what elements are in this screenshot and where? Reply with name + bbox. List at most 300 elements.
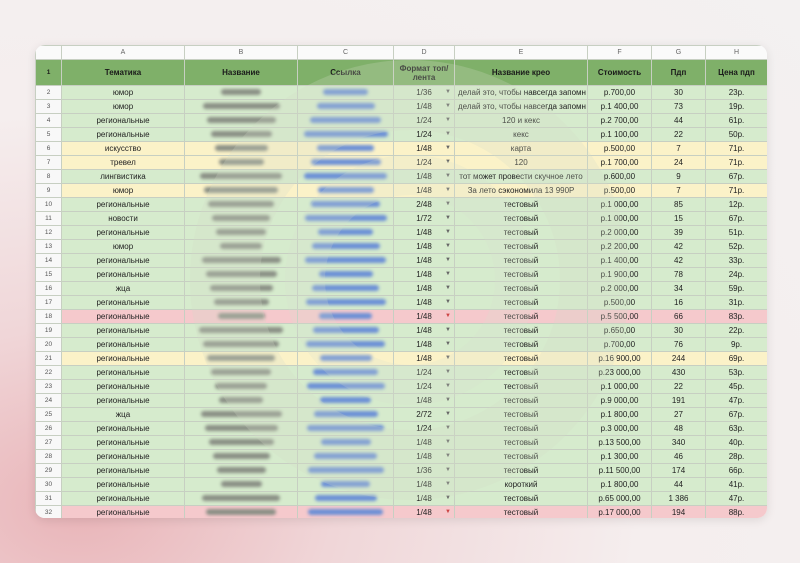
subs-cell[interactable]: 15 <box>652 212 706 226</box>
chevron-down-icon[interactable]: ▼ <box>445 117 451 123</box>
row-number[interactable]: 20 <box>36 338 62 352</box>
name-cell-redacted[interactable] <box>185 506 298 519</box>
format-dropdown-cell[interactable] <box>394 394 455 408</box>
name-cell-redacted[interactable] <box>185 478 298 492</box>
cost-cell[interactable]: р.9 000,00 <box>588 394 652 408</box>
name-cell-redacted[interactable] <box>185 296 298 310</box>
link-cell-redacted[interactable] <box>298 436 394 450</box>
cost-cell[interactable]: р.1 700,00 <box>588 156 652 170</box>
subs-cell[interactable]: 27 <box>652 408 706 422</box>
name-cell-redacted[interactable] <box>185 226 298 240</box>
subs-cell[interactable]: 44 <box>652 114 706 128</box>
name-cell-redacted[interactable] <box>185 422 298 436</box>
format-dropdown-cell[interactable] <box>394 436 455 450</box>
cost-cell[interactable]: р.2 700,00 <box>588 114 652 128</box>
topic-cell[interactable]: региональные <box>62 226 185 240</box>
format-dropdown-cell[interactable] <box>394 240 455 254</box>
subs-cell[interactable]: 76 <box>652 338 706 352</box>
name-cell-redacted[interactable] <box>185 100 298 114</box>
subs-cell[interactable]: 85 <box>652 198 706 212</box>
price-per-sub-cell[interactable]: 83р. <box>706 310 768 324</box>
link-cell-redacted[interactable] <box>298 492 394 506</box>
row-number[interactable]: 10 <box>36 198 62 212</box>
chevron-down-icon[interactable]: ▼ <box>445 327 451 333</box>
subs-cell[interactable]: 73 <box>652 100 706 114</box>
header-name[interactable]: Название <box>185 60 298 86</box>
link-cell-redacted[interactable] <box>298 450 394 464</box>
chevron-down-icon[interactable]: ▼ <box>445 369 451 375</box>
link-cell-redacted[interactable] <box>298 422 394 436</box>
chevron-down-icon[interactable]: ▼ <box>445 495 451 501</box>
name-cell-redacted[interactable] <box>185 408 298 422</box>
format-dropdown-cell[interactable] <box>394 282 455 296</box>
cost-cell[interactable]: р.500,00 <box>588 184 652 198</box>
name-cell-redacted[interactable] <box>185 170 298 184</box>
link-cell-redacted[interactable] <box>298 142 394 156</box>
cost-cell[interactable]: р.3 000,00 <box>588 422 652 436</box>
row-number[interactable]: 3 <box>36 100 62 114</box>
chevron-down-icon[interactable]: ▼ <box>445 159 451 165</box>
cost-cell[interactable]: р.5 500,00 <box>588 310 652 324</box>
creative-cell[interactable]: За лето сэкономила 13 990Р <box>455 184 588 198</box>
creative-cell[interactable]: тестовый <box>455 380 588 394</box>
creative-cell[interactable]: тестовый <box>455 282 588 296</box>
subs-cell[interactable]: 34 <box>652 282 706 296</box>
price-per-sub-cell[interactable]: 71р. <box>706 184 768 198</box>
price-per-sub-cell[interactable]: 67р. <box>706 170 768 184</box>
topic-cell[interactable]: региональные <box>62 352 185 366</box>
format-dropdown-cell[interactable] <box>394 100 455 114</box>
price-per-sub-cell[interactable]: 9р. <box>706 338 768 352</box>
creative-cell[interactable]: тестовый <box>455 352 588 366</box>
header-cost[interactable]: Стоимость <box>588 60 652 86</box>
creative-cell[interactable]: делай это, чтобы навсегда запомн <box>455 100 588 114</box>
price-per-sub-cell[interactable]: 71р. <box>706 156 768 170</box>
chevron-down-icon[interactable]: ▼ <box>445 453 451 459</box>
chevron-down-icon[interactable]: ▼ <box>445 383 451 389</box>
format-dropdown-cell[interactable] <box>394 506 455 519</box>
row-number[interactable]: 22 <box>36 366 62 380</box>
subs-cell[interactable]: 42 <box>652 254 706 268</box>
price-per-sub-cell[interactable]: 52р. <box>706 240 768 254</box>
link-cell-redacted[interactable] <box>298 170 394 184</box>
format-dropdown-cell[interactable] <box>394 212 455 226</box>
topic-cell[interactable]: региональные <box>62 436 185 450</box>
name-cell-redacted[interactable] <box>185 254 298 268</box>
select-all-corner[interactable] <box>36 46 62 60</box>
cost-cell[interactable]: р.11 500,00 <box>588 464 652 478</box>
subs-cell[interactable]: 174 <box>652 464 706 478</box>
price-per-sub-cell[interactable]: 67р. <box>706 212 768 226</box>
cost-cell[interactable]: р.1 800,00 <box>588 478 652 492</box>
chevron-down-icon[interactable]: ▼ <box>445 89 451 95</box>
format-dropdown-cell[interactable] <box>394 170 455 184</box>
row-number[interactable]: 15 <box>36 268 62 282</box>
chevron-down-icon[interactable]: ▼ <box>445 299 451 305</box>
link-cell-redacted[interactable] <box>298 100 394 114</box>
topic-cell[interactable]: жца <box>62 282 185 296</box>
subs-cell[interactable]: 44 <box>652 478 706 492</box>
format-dropdown-cell[interactable] <box>394 450 455 464</box>
link-cell-redacted[interactable] <box>298 226 394 240</box>
chevron-down-icon[interactable]: ▼ <box>445 313 451 319</box>
row-number[interactable]: 24 <box>36 394 62 408</box>
row-number[interactable]: 14 <box>36 254 62 268</box>
link-cell-redacted[interactable] <box>298 506 394 519</box>
topic-cell[interactable]: юмор <box>62 240 185 254</box>
format-dropdown-cell[interactable] <box>394 422 455 436</box>
column-letter-g[interactable]: G <box>652 46 706 60</box>
cost-cell[interactable]: р.65 000,00 <box>588 492 652 506</box>
topic-cell[interactable]: юмор <box>62 86 185 100</box>
format-dropdown-cell[interactable] <box>394 464 455 478</box>
price-per-sub-cell[interactable]: 23р. <box>706 86 768 100</box>
topic-cell[interactable]: новости <box>62 212 185 226</box>
name-cell-redacted[interactable] <box>185 156 298 170</box>
subs-cell[interactable]: 340 <box>652 436 706 450</box>
topic-cell[interactable]: юмор <box>62 100 185 114</box>
topic-cell[interactable]: региональные <box>62 128 185 142</box>
topic-cell[interactable]: региональные <box>62 198 185 212</box>
topic-cell[interactable]: региональные <box>62 366 185 380</box>
header-price-per-sub[interactable]: Цена пдп <box>706 60 768 86</box>
subs-cell[interactable]: 24 <box>652 156 706 170</box>
cost-cell[interactable]: р.1 900,00 <box>588 268 652 282</box>
price-per-sub-cell[interactable]: 22р. <box>706 324 768 338</box>
name-cell-redacted[interactable] <box>185 184 298 198</box>
name-cell-redacted[interactable] <box>185 310 298 324</box>
row-number[interactable]: 11 <box>36 212 62 226</box>
subs-cell[interactable]: 9 <box>652 170 706 184</box>
chevron-down-icon[interactable]: ▼ <box>445 439 451 445</box>
link-cell-redacted[interactable] <box>298 184 394 198</box>
creative-cell[interactable]: тот может провести скучное лето <box>455 170 588 184</box>
chevron-down-icon[interactable]: ▼ <box>445 285 451 291</box>
chevron-down-icon[interactable]: ▼ <box>445 509 451 515</box>
row-number[interactable]: 16 <box>36 282 62 296</box>
link-cell-redacted[interactable] <box>298 380 394 394</box>
column-letter-h[interactable]: H <box>706 46 768 60</box>
creative-cell[interactable]: тестовый <box>455 506 588 519</box>
link-cell-redacted[interactable] <box>298 478 394 492</box>
topic-cell[interactable]: региональные <box>62 450 185 464</box>
topic-cell[interactable]: региональные <box>62 492 185 506</box>
format-dropdown-cell[interactable] <box>394 352 455 366</box>
price-per-sub-cell[interactable]: 41р. <box>706 478 768 492</box>
name-cell-redacted[interactable] <box>185 128 298 142</box>
price-per-sub-cell[interactable]: 53р. <box>706 366 768 380</box>
name-cell-redacted[interactable] <box>185 282 298 296</box>
subs-cell[interactable]: 1 386 <box>652 492 706 506</box>
row-number[interactable]: 31 <box>36 492 62 506</box>
format-dropdown-cell[interactable] <box>394 338 455 352</box>
format-dropdown-cell[interactable] <box>394 478 455 492</box>
creative-cell[interactable]: тестовый <box>455 394 588 408</box>
header-subs[interactable]: Пдп <box>652 60 706 86</box>
cost-cell[interactable]: р.23 000,00 <box>588 366 652 380</box>
name-cell-redacted[interactable] <box>185 114 298 128</box>
topic-cell[interactable]: лингвистика <box>62 170 185 184</box>
creative-cell[interactable]: тестовый <box>455 212 588 226</box>
row-number[interactable]: 8 <box>36 170 62 184</box>
chevron-down-icon[interactable]: ▼ <box>445 467 451 473</box>
subs-cell[interactable]: 7 <box>652 184 706 198</box>
name-cell-redacted[interactable] <box>185 352 298 366</box>
name-cell-redacted[interactable] <box>185 240 298 254</box>
subs-cell[interactable]: 66 <box>652 310 706 324</box>
price-per-sub-cell[interactable]: 33р. <box>706 254 768 268</box>
link-cell-redacted[interactable] <box>298 310 394 324</box>
row-number[interactable]: 32 <box>36 506 62 519</box>
link-cell-redacted[interactable] <box>298 114 394 128</box>
creative-cell[interactable]: кекс <box>455 128 588 142</box>
header-format[interactable]: Формат топ/лента <box>394 60 455 86</box>
creative-cell[interactable]: тестовый <box>455 240 588 254</box>
name-cell-redacted[interactable] <box>185 450 298 464</box>
format-dropdown-cell[interactable] <box>394 226 455 240</box>
price-per-sub-cell[interactable]: 88р. <box>706 506 768 519</box>
subs-cell[interactable]: 194 <box>652 506 706 519</box>
row-number[interactable]: 4 <box>36 114 62 128</box>
link-cell-redacted[interactable] <box>298 296 394 310</box>
creative-cell[interactable]: карта <box>455 142 588 156</box>
creative-cell[interactable]: делай это, чтобы навсегда запомн <box>455 86 588 100</box>
topic-cell[interactable]: региональные <box>62 464 185 478</box>
cost-cell[interactable]: р.1 000,00 <box>588 380 652 394</box>
link-cell-redacted[interactable] <box>298 198 394 212</box>
name-cell-redacted[interactable] <box>185 142 298 156</box>
format-dropdown-cell[interactable] <box>394 268 455 282</box>
name-cell-redacted[interactable] <box>185 366 298 380</box>
column-letter-e[interactable]: E <box>455 46 588 60</box>
price-per-sub-cell[interactable]: 59р. <box>706 282 768 296</box>
format-dropdown-cell[interactable] <box>394 380 455 394</box>
chevron-down-icon[interactable]: ▼ <box>445 215 451 221</box>
row-number[interactable]: 13 <box>36 240 62 254</box>
row-number[interactable]: 17 <box>36 296 62 310</box>
topic-cell[interactable]: региональные <box>62 310 185 324</box>
topic-cell[interactable]: тревел <box>62 156 185 170</box>
link-cell-redacted[interactable] <box>298 408 394 422</box>
format-dropdown-cell[interactable] <box>394 310 455 324</box>
name-cell-redacted[interactable] <box>185 464 298 478</box>
link-cell-redacted[interactable] <box>298 240 394 254</box>
link-cell-redacted[interactable] <box>298 268 394 282</box>
row-number[interactable]: 25 <box>36 408 62 422</box>
cost-cell[interactable]: р.500,00 <box>588 142 652 156</box>
subs-cell[interactable]: 42 <box>652 240 706 254</box>
cost-cell[interactable]: р.1 300,00 <box>588 450 652 464</box>
header-creative[interactable]: Название крео <box>455 60 588 86</box>
row-number[interactable]: 1 <box>36 60 62 86</box>
creative-cell[interactable]: тестовый <box>455 268 588 282</box>
creative-cell[interactable]: тестовый <box>455 366 588 380</box>
chevron-down-icon[interactable]: ▼ <box>445 103 451 109</box>
row-number[interactable]: 9 <box>36 184 62 198</box>
price-per-sub-cell[interactable]: 63р. <box>706 422 768 436</box>
row-number[interactable]: 27 <box>36 436 62 450</box>
price-per-sub-cell[interactable]: 47р. <box>706 394 768 408</box>
link-cell-redacted[interactable] <box>298 128 394 142</box>
chevron-down-icon[interactable]: ▼ <box>445 187 451 193</box>
name-cell-redacted[interactable] <box>185 380 298 394</box>
price-per-sub-cell[interactable]: 47р. <box>706 492 768 506</box>
format-dropdown-cell[interactable] <box>394 324 455 338</box>
cost-cell[interactable]: р.1 100,00 <box>588 128 652 142</box>
price-per-sub-cell[interactable]: 45р. <box>706 380 768 394</box>
format-dropdown-cell[interactable] <box>394 156 455 170</box>
chevron-down-icon[interactable]: ▼ <box>445 481 451 487</box>
topic-cell[interactable]: региональные <box>62 296 185 310</box>
creative-cell[interactable]: тестовый <box>455 436 588 450</box>
cost-cell[interactable]: р.1 000,00 <box>588 212 652 226</box>
column-letter-f[interactable]: F <box>588 46 652 60</box>
cost-cell[interactable]: р.500,00 <box>588 296 652 310</box>
cost-cell[interactable]: р.17 000,00 <box>588 506 652 519</box>
row-number[interactable]: 19 <box>36 324 62 338</box>
format-dropdown-cell[interactable] <box>394 114 455 128</box>
creative-cell[interactable]: тестовый <box>455 198 588 212</box>
topic-cell[interactable]: региональные <box>62 114 185 128</box>
column-letter-d[interactable]: D <box>394 46 455 60</box>
row-number[interactable]: 21 <box>36 352 62 366</box>
link-cell-redacted[interactable] <box>298 366 394 380</box>
name-cell-redacted[interactable] <box>185 492 298 506</box>
topic-cell[interactable]: региональные <box>62 394 185 408</box>
chevron-down-icon[interactable]: ▼ <box>445 201 451 207</box>
format-dropdown-cell[interactable] <box>394 254 455 268</box>
subs-cell[interactable]: 30 <box>652 324 706 338</box>
name-cell-redacted[interactable] <box>185 212 298 226</box>
row-number[interactable]: 30 <box>36 478 62 492</box>
format-dropdown-cell[interactable] <box>394 142 455 156</box>
price-per-sub-cell[interactable]: 61р. <box>706 114 768 128</box>
row-number[interactable]: 29 <box>36 464 62 478</box>
link-cell-redacted[interactable] <box>298 282 394 296</box>
format-dropdown-cell[interactable] <box>394 128 455 142</box>
row-number[interactable]: 28 <box>36 450 62 464</box>
link-cell-redacted[interactable] <box>298 338 394 352</box>
link-cell-redacted[interactable] <box>298 394 394 408</box>
creative-cell[interactable]: тестовый <box>455 310 588 324</box>
price-per-sub-cell[interactable]: 28р. <box>706 450 768 464</box>
cost-cell[interactable]: р.1 000,00 <box>588 198 652 212</box>
chevron-down-icon[interactable]: ▼ <box>445 173 451 179</box>
price-per-sub-cell[interactable]: 71р. <box>706 142 768 156</box>
cost-cell[interactable]: р.2 000,00 <box>588 282 652 296</box>
creative-cell[interactable]: тестовый <box>455 408 588 422</box>
subs-cell[interactable]: 39 <box>652 226 706 240</box>
name-cell-redacted[interactable] <box>185 324 298 338</box>
cost-cell[interactable]: р.1 400,00 <box>588 254 652 268</box>
chevron-down-icon[interactable]: ▼ <box>445 397 451 403</box>
chevron-down-icon[interactable]: ▼ <box>445 145 451 151</box>
format-dropdown-cell[interactable] <box>394 366 455 380</box>
format-dropdown-cell[interactable] <box>394 492 455 506</box>
header-link[interactable]: Ссылка <box>298 60 394 86</box>
creative-cell[interactable]: тестовый <box>455 254 588 268</box>
creative-cell[interactable]: тестовый <box>455 492 588 506</box>
price-per-sub-cell[interactable]: 24р. <box>706 268 768 282</box>
topic-cell[interactable]: региональные <box>62 254 185 268</box>
price-per-sub-cell[interactable]: 40р. <box>706 436 768 450</box>
link-cell-redacted[interactable] <box>298 352 394 366</box>
price-per-sub-cell[interactable]: 12р. <box>706 198 768 212</box>
name-cell-redacted[interactable] <box>185 436 298 450</box>
cost-cell[interactable]: р.1 400,00 <box>588 100 652 114</box>
row-number[interactable]: 18 <box>36 310 62 324</box>
chevron-down-icon[interactable]: ▼ <box>445 243 451 249</box>
name-cell-redacted[interactable] <box>185 268 298 282</box>
link-cell-redacted[interactable] <box>298 86 394 100</box>
subs-cell[interactable]: 7 <box>652 142 706 156</box>
cost-cell[interactable]: р.700,00 <box>588 86 652 100</box>
price-per-sub-cell[interactable]: 31р. <box>706 296 768 310</box>
price-per-sub-cell[interactable]: 67р. <box>706 408 768 422</box>
row-number[interactable]: 2 <box>36 86 62 100</box>
creative-cell[interactable]: тестовый <box>455 338 588 352</box>
creative-cell[interactable]: тестовый <box>455 464 588 478</box>
name-cell-redacted[interactable] <box>185 394 298 408</box>
row-number[interactable]: 26 <box>36 422 62 436</box>
topic-cell[interactable]: региональные <box>62 478 185 492</box>
column-letter-a[interactable]: A <box>62 46 185 60</box>
cost-cell[interactable]: р.2 000,00 <box>588 226 652 240</box>
subs-cell[interactable]: 78 <box>652 268 706 282</box>
price-per-sub-cell[interactable]: 51р. <box>706 226 768 240</box>
cost-cell[interactable]: р.600,00 <box>588 170 652 184</box>
cost-cell[interactable]: р.650,00 <box>588 324 652 338</box>
cost-cell[interactable]: р.16 900,00 <box>588 352 652 366</box>
subs-cell[interactable]: 48 <box>652 422 706 436</box>
chevron-down-icon[interactable]: ▼ <box>445 131 451 137</box>
subs-cell[interactable]: 244 <box>652 352 706 366</box>
format-dropdown-cell[interactable] <box>394 408 455 422</box>
link-cell-redacted[interactable] <box>298 156 394 170</box>
link-cell-redacted[interactable] <box>298 254 394 268</box>
creative-cell[interactable]: 120 и кекс <box>455 114 588 128</box>
topic-cell[interactable]: региональные <box>62 380 185 394</box>
chevron-down-icon[interactable]: ▼ <box>445 257 451 263</box>
creative-cell[interactable]: тестовый <box>455 226 588 240</box>
price-per-sub-cell[interactable]: 69р. <box>706 352 768 366</box>
chevron-down-icon[interactable]: ▼ <box>445 341 451 347</box>
subs-cell[interactable]: 30 <box>652 86 706 100</box>
column-letter-c[interactable]: C <box>298 46 394 60</box>
subs-cell[interactable]: 46 <box>652 450 706 464</box>
price-per-sub-cell[interactable]: 50р. <box>706 128 768 142</box>
column-letter-b[interactable]: B <box>185 46 298 60</box>
topic-cell[interactable]: региональные <box>62 422 185 436</box>
header-topic[interactable]: Тематика <box>62 60 185 86</box>
creative-cell[interactable]: тестовый <box>455 296 588 310</box>
link-cell-redacted[interactable] <box>298 464 394 478</box>
cost-cell[interactable]: р.1 800,00 <box>588 408 652 422</box>
link-cell-redacted[interactable] <box>298 212 394 226</box>
price-per-sub-cell[interactable]: 19р. <box>706 100 768 114</box>
name-cell-redacted[interactable] <box>185 338 298 352</box>
subs-cell[interactable]: 22 <box>652 128 706 142</box>
row-number[interactable]: 5 <box>36 128 62 142</box>
row-number[interactable]: 7 <box>36 156 62 170</box>
chevron-down-icon[interactable]: ▼ <box>445 229 451 235</box>
subs-cell[interactable]: 22 <box>652 380 706 394</box>
subs-cell[interactable]: 191 <box>652 394 706 408</box>
creative-cell[interactable]: тестовый <box>455 324 588 338</box>
chevron-down-icon[interactable]: ▼ <box>445 271 451 277</box>
price-per-sub-cell[interactable]: 66р. <box>706 464 768 478</box>
subs-cell[interactable]: 16 <box>652 296 706 310</box>
